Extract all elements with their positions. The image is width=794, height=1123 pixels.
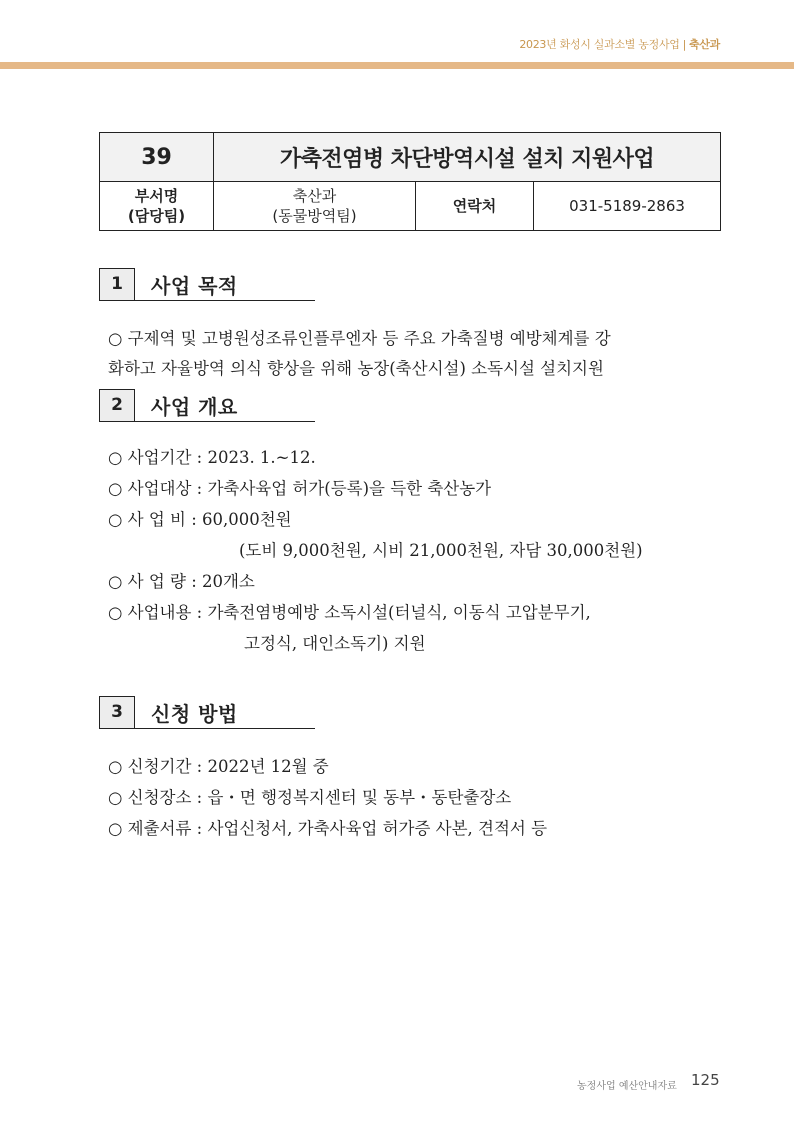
- section-3-line-1: ○ 신청기간 : 2022년 12월 중: [108, 757, 329, 776]
- section-number: 2: [99, 389, 135, 422]
- section-3-line-3: ○ 제출서류 : 사업신청서, 가축사육업 허가증 사본, 견적서 등: [108, 819, 548, 838]
- project-number: 39: [100, 133, 214, 182]
- section-2-line-4: (도비 9,000천원, 시비 21,000천원, 자담 30,000천원): [239, 541, 643, 560]
- section-underline: [135, 421, 315, 422]
- dept-value: [214, 182, 416, 231]
- section-2-line-1: ○ 사업기간 : 2023. 1.~12.: [108, 448, 316, 467]
- header-dept: 축산과: [689, 38, 720, 51]
- section-2-line-3: ○ 사 업 비 : 60,000천원: [108, 510, 292, 529]
- section-2-line-2: ○ 사업대상 : 가축사육업 허가(등록)을 득한 축산농가: [108, 479, 492, 498]
- section-2-heading: [99, 389, 315, 422]
- section-underline: [135, 300, 315, 301]
- section-underline: [135, 728, 315, 729]
- running-header: [519, 36, 720, 52]
- footer-text: 농정사업 예산안내자료: [577, 1081, 677, 1092]
- project-title: 가축전염병 차단방역시설 설치 지원사업: [214, 133, 721, 182]
- header-title: 2023년 화성시 실과소별 농정사업: [519, 38, 680, 51]
- dept-value-line1: 축산과: [292, 187, 337, 205]
- section-1-heading: [99, 268, 315, 301]
- section-3-heading: [99, 696, 315, 729]
- section-1-line-2: 화하고 자율방역 의식 향상을 위해 농장(축산시설) 소독시설 설치지원: [108, 359, 604, 378]
- dept-label: [100, 182, 214, 231]
- header-accent-bar: [0, 62, 794, 69]
- section-number: 3: [99, 696, 135, 729]
- contact-value: 031-5189-2863: [534, 182, 721, 231]
- section-title: 신청 방법: [151, 702, 238, 726]
- dept-label-line2: (담당팀): [127, 207, 186, 225]
- page-number: 125: [691, 1071, 720, 1089]
- contact-label: 연락처: [416, 182, 534, 231]
- dept-label-line1: 부서명: [134, 187, 179, 205]
- section-2-line-7: 고정식, 대인소독기) 지원: [244, 634, 426, 653]
- dept-value-line2: (동물방역팀): [272, 207, 357, 225]
- section-3-line-2: ○ 신청장소 : 읍・면 행정복지센터 및 동부・동탄출장소: [108, 788, 512, 807]
- section-title: 사업 목적: [151, 274, 238, 298]
- header-separator: |: [682, 38, 687, 51]
- project-info-table: [99, 132, 721, 231]
- section-1-line-1: ○ 구제역 및 고병원성조류인플루엔자 등 주요 가축질병 예방체계를 강: [108, 329, 611, 348]
- section-2-line-6: ○ 사업내용 : 가축전염병예방 소독시설(터널식, 이동식 고압분무기,: [108, 603, 591, 622]
- section-number: 1: [99, 268, 135, 301]
- section-2-line-5: ○ 사 업 량 : 20개소: [108, 572, 255, 591]
- section-title: 사업 개요: [151, 395, 238, 419]
